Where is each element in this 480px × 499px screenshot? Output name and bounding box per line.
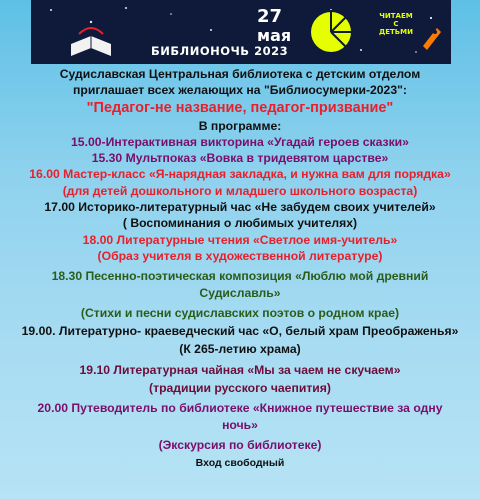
intro-line-1: Судиславская Центральная библиотека с детским отделом [59,67,421,81]
banner-title: БИБЛИОНОЧЬ 2023 [151,44,289,58]
program-item-teachers-hour-note: ( Воспоминания о любимых учителях) [122,216,358,231]
program-item-guide-cont: ночь» [222,417,258,432]
program-item-guide-note: (Экскурсия по библиотеке) [158,437,322,452]
program-item-songs: 18.30 Песенно-поэтическая композиция «Люблю мой древний [51,269,429,284]
program-item-masterclass: 16.00 Мастер-класс «Я-нарядная закладка, и нужна вам для порядка» [29,167,451,182]
program-item-songs-note: (Стихи и песни судиславских поэтов о родном крае) [80,305,400,320]
program-item-temple: 19.00. Литературно- краеведческий час «О, белый храм Преображенья» [21,324,459,339]
program-item-masterclass-note: (для детей дошкольного и младшего школьного возраста) [62,183,418,198]
book-icon [71,28,111,56]
program-item-cartoon: 15.30 Мультпоказ «Вовка в тридевятом царстве» [91,151,389,166]
announcement [0,66,480,472]
motto: "Педагог-не название, педагог-призвание" [86,99,394,116]
program-item-tea-note: (традиции русского чаепития) [149,381,331,396]
banner-month: мая [257,26,292,45]
program-item-quiz: 15.00-Интерактивная викторина «Угадай героев сказки» [71,134,409,149]
entry-note: Вход свободный [195,457,285,470]
bibliosumerki-banner [31,0,451,64]
banner-tagline: ЧИТАЕМ С ДЕТЬМИ [379,12,413,36]
program-item-readings-note: (Образ учителя в художественной литературе) [97,248,383,263]
sunburst-icon [311,10,353,52]
program-item-songs-cont: Судиславль» [199,285,281,300]
program-item-temple-note: (К 265-летию храма) [179,342,301,357]
banner-day: 27 [257,6,283,27]
program-heading: В программе: [198,118,282,133]
program-item-teachers-hour: 17.00 Историко-литературный час «Не забудем своих учителей» [44,200,436,215]
program-item-guide: 20.00 Путеводитель по библиотеке «Книжное путешествие за одну [37,401,443,416]
rocket-icon [423,28,441,50]
intro-line-2: приглашает всех желающих на "Библиосумерки-2023": [73,83,407,98]
program-item-tea: 19.10 Литературная чайная «Мы за чаем не скучаем» [79,362,401,377]
banner-date [257,8,291,44]
program-item-readings: 18.00 Литературные чтения «Светлое имя-учитель» [82,232,398,247]
